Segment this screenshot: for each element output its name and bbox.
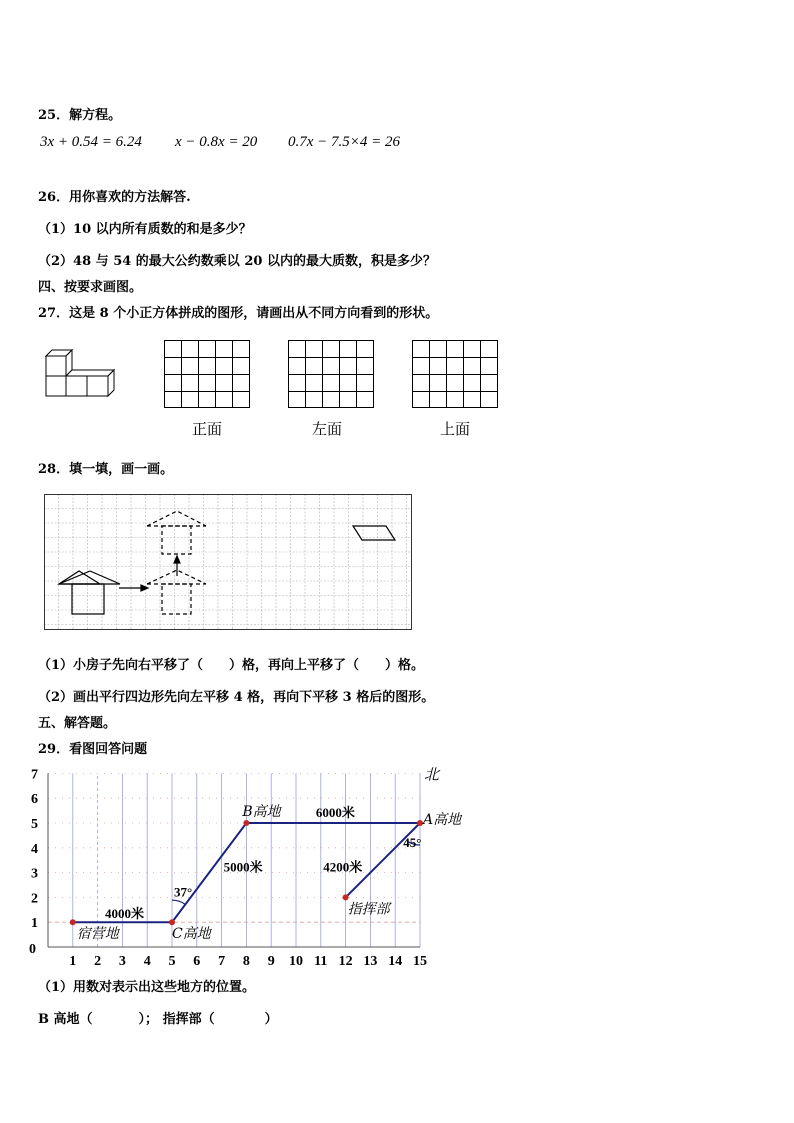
y-tick-label: 5: [31, 817, 38, 832]
x-tick-label: 5: [168, 954, 176, 969]
distance-su-c: 4000米: [105, 906, 145, 922]
x-tick-label: 10: [289, 954, 303, 969]
q26-part2: （2）48 与 54 的最大公约数乘以 20 以内的最大质数，积是多少？: [38, 254, 436, 269]
x-tick-label: 8: [242, 954, 250, 969]
x-tick-label: 11: [314, 954, 328, 969]
equation-3: 0.7x − 7.5×4 = 26: [288, 134, 401, 150]
hq-label: 指挥部（: [162, 1012, 215, 1027]
label-front: 正面: [192, 420, 223, 438]
q29-answer-line: [38, 1008, 278, 1027]
distance-c-b: 5000米: [223, 859, 263, 875]
x-tick-label: 3: [118, 954, 126, 969]
y-tick-label: 2: [31, 891, 38, 907]
map-point-c: [169, 919, 175, 925]
x-tick-label: 14: [388, 954, 403, 969]
hq-close: ）: [264, 1012, 278, 1027]
q29-part1: （1）用数对表示出这些地方的位置。: [38, 980, 256, 995]
parallelogram: [353, 526, 395, 540]
q25-title: 25．解方程。: [38, 108, 122, 123]
distance-hq-a: 4200米: [323, 859, 363, 875]
label-hq: 指挥部: [347, 901, 390, 918]
equation-1: 3x + 0.54 = 6.24: [40, 134, 142, 150]
x-tick-label: 6: [193, 954, 201, 969]
label-a: A高地: [423, 812, 462, 828]
q28-part2: （2）画出平行四边形先向左平移 4 格，再向下平移 3 格后的图形。: [38, 690, 435, 705]
q27-title: 27．这是 8 个小正方体拼成的图形，请画出从不同方向看到的形状。: [38, 306, 439, 321]
map-point-b: [243, 820, 249, 826]
up-arrow: [174, 556, 180, 576]
label-c: C高地: [172, 926, 211, 943]
cube-stack-figure: [44, 344, 124, 404]
translation-grid: [44, 494, 412, 630]
y-tick-label: 1: [31, 916, 38, 932]
x-tick-label: 1: [69, 954, 77, 969]
b-highland-close: ）；: [138, 1012, 159, 1027]
grid-front-view[interactable]: [164, 340, 250, 408]
north-label: 北: [424, 765, 440, 784]
right-arrow: [119, 585, 148, 591]
section-four-heading: 四、按要求画图。: [38, 280, 143, 295]
x-tick-label: 2: [94, 954, 102, 969]
x-tick-label: 7: [218, 954, 226, 969]
q26-title: 26．用你喜欢的方法解答.: [38, 190, 191, 205]
b-highland-label: B 高地（: [38, 1012, 93, 1027]
section-five-heading: 五、解答题。: [38, 716, 117, 731]
x-tick-label: 9: [267, 954, 275, 969]
original-house: [59, 571, 104, 614]
y-tick-label: 4: [31, 841, 38, 857]
x-tick-label: 15: [413, 954, 427, 969]
label-top: 上面: [440, 420, 471, 438]
grid-top-view[interactable]: [412, 340, 498, 408]
q28-title: 28．填一填，画一画。: [38, 462, 174, 477]
q26-part1: （1）10 以内所有质数的和是多少？: [38, 222, 252, 237]
angle-a: 45°: [403, 834, 422, 850]
q29-title: 29．看图回答问题: [38, 742, 148, 757]
y-tick-label: 7: [31, 767, 38, 783]
equation-2: x − 0.8x = 20: [175, 134, 258, 150]
angle-c: 37°: [174, 884, 193, 900]
label-b: B高地: [242, 804, 281, 820]
q28-part1: （1）小房子先向右平移了（ ）格，再向上平移了（ ）格。: [38, 658, 425, 673]
map-point-hq: [343, 894, 349, 900]
x-tick-label: 12: [338, 954, 353, 969]
distance-b-a: 6000米: [315, 805, 355, 820]
label-left: 左面: [312, 420, 343, 438]
angle-arc-c: [172, 900, 185, 904]
map-point-su: [70, 919, 76, 925]
x-tick-label: 4: [143, 954, 151, 969]
y-tick-label: 6: [31, 792, 38, 808]
label-su: 宿营地: [76, 926, 119, 943]
shifted-house-right: [147, 570, 206, 614]
origin-label: 0: [29, 942, 36, 957]
coordinate-map: [30, 760, 480, 970]
grid-left-view[interactable]: [288, 340, 374, 408]
x-tick-label: 13: [363, 954, 378, 969]
y-tick-label: 3: [31, 866, 38, 882]
shifted-house-up: [147, 511, 206, 554]
